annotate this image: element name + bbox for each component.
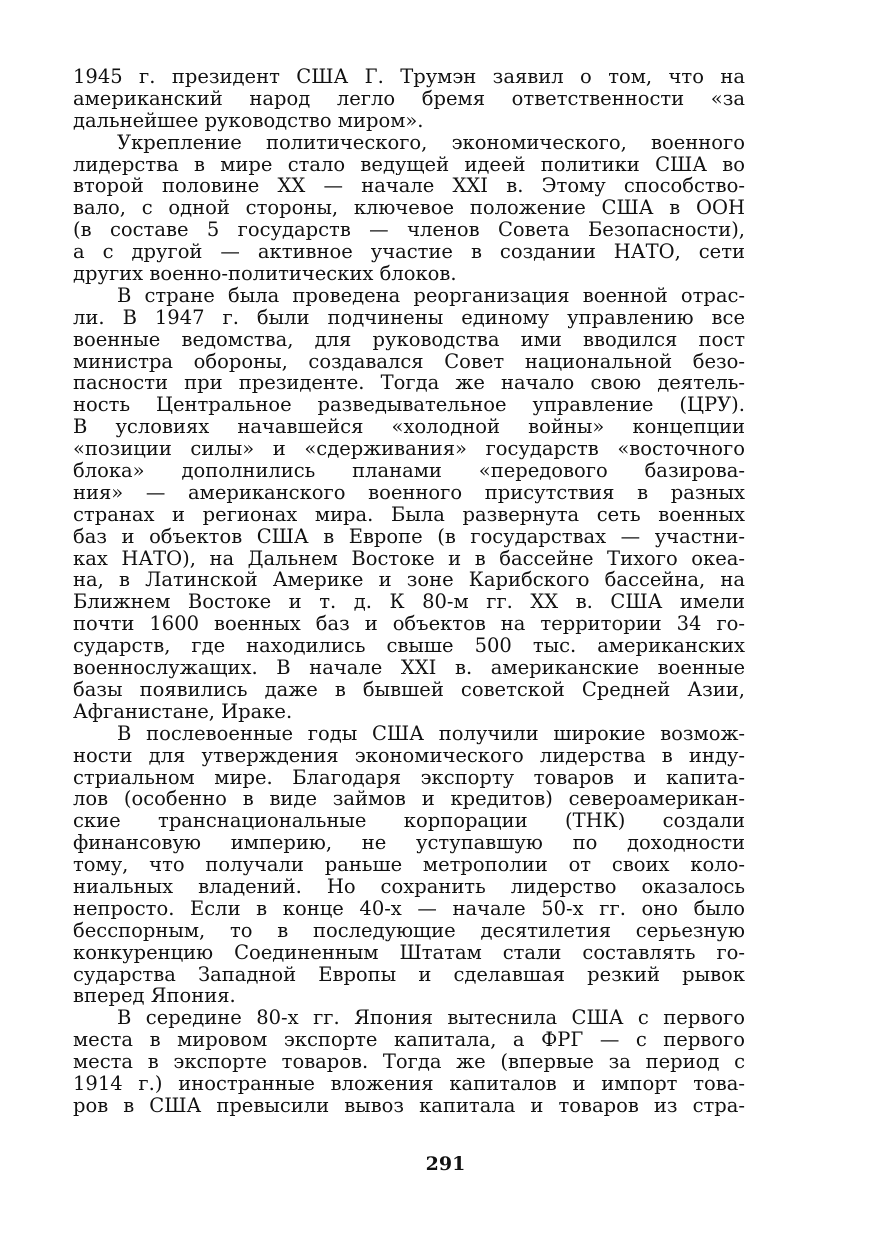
text-line: В стране была проведена реорганизация военной отрас-: [117, 284, 745, 307]
text-line: вперед Япония.: [73, 985, 236, 1008]
paragraph: [73, 723, 745, 1008]
text-line: сударства Западной Европы и сделавшая резкий рывок: [73, 963, 745, 986]
text-line: пасности при президенте. Тогда же начало свою деятель-: [73, 372, 745, 395]
text-line: ские транснациональные корпорации (ТНК) создали: [73, 810, 745, 833]
text-line: почти 1600 военных баз и объектов на территории 34 го-: [73, 613, 745, 636]
text-line: тому, что получали раньше метрополии от своих коло-: [73, 854, 745, 876]
text-line: блока» дополнились планами «передового базирова-: [73, 460, 745, 482]
paragraph: [73, 1007, 745, 1116]
text-line: других военно-политических блоков.: [73, 263, 457, 285]
paragraph: [73, 285, 745, 723]
paragraph: [73, 66, 745, 132]
text-line: дальнейшее руководство миром».: [73, 109, 424, 132]
text-line: военнослужащих. В начале XXI в. американские военные: [73, 657, 745, 679]
text-line: сударств, где находились свыше 500 тыс. американских: [73, 635, 745, 658]
text-line: В середине 80-х гг. Япония вытеснила США с первого: [117, 1007, 745, 1030]
text-line: министра обороны, создавался Совет национальной безо-: [73, 350, 745, 373]
paragraph: [73, 132, 745, 285]
text-line: непросто. Если в конце 40-х — начале 50-х гг. оно было: [73, 897, 745, 920]
text-line: финансовую империю, не уступавшую по доходности: [73, 832, 745, 855]
text-line: В послевоенные годы США получили широкие возмож-: [117, 722, 745, 745]
text-line: стриальном мире. Благодаря экспорту товаров и капита-: [73, 766, 745, 789]
text-line: «позиции силы» и «сдерживания» государств «восточного: [73, 438, 745, 461]
text-line: 1914 г.) иностранные вложения капиталов и импорт това-: [73, 1072, 745, 1095]
text-line: места в экспорте товаров. Тогда же (впервые за период с: [73, 1051, 745, 1073]
text-line: американский народ легло бремя ответственности «за: [73, 87, 745, 110]
text-line: а с другой — активное участие в создании НАТО, сети: [73, 241, 745, 264]
text-line: бесспорным, то в последующие десятилетия серьезную: [73, 919, 745, 942]
text-line: Афганистане, Ираке.: [73, 700, 293, 723]
body-text: [73, 66, 745, 1117]
text-line: лов (особенно в виде займов и кредитов) североамерикан-: [73, 788, 745, 811]
text-line: ности для утверждения экономического лидерства в инду-: [73, 744, 745, 767]
text-line: ность Центральное разведывательное управление (ЦРУ).: [73, 394, 745, 417]
text-line: вало, с одной стороны, ключевое положение США в ООН: [73, 197, 745, 220]
text-line: военные ведомства, для руководства ими вводился пост: [73, 328, 745, 351]
text-line: лидерства в мире стало ведущей идеей политики США во: [73, 153, 745, 176]
text-line: конкуренцию Соединенным Штатам стали составлять го-: [73, 941, 745, 964]
text-line: Укрепление политического, экономического, военного: [117, 131, 745, 154]
text-line: ниальных владений. Но сохранить лидерство оказалось: [73, 875, 745, 898]
text-line: странах и регионах мира. Была развернута сеть военных: [73, 503, 745, 526]
text-line: места в мировом экспорте капитала, а ФРГ — с первого: [73, 1029, 745, 1052]
page-number: 291: [425, 1153, 466, 1175]
text-line: (в составе 5 государств — членов Совета Безопасности),: [73, 219, 745, 242]
text-line: ках НАТО), на Дальнем Востоке и в бассейне Тихого океа-: [73, 547, 745, 570]
text-line: баз и объектов США в Европе (в государствах — участни-: [73, 525, 745, 548]
text-line: ния» — американского военного присутствия в разных: [73, 481, 745, 504]
text-line: ров в США превысили вывоз капитала и товаров из стра-: [73, 1094, 745, 1117]
text-line: В условиях начавшейся «холодной войны» концепции: [73, 416, 745, 439]
text-line: на, в Латинской Америке и зоне Карибского бассейна, на: [73, 569, 745, 592]
text-line: ли. В 1947 г. были подчинены единому управлению все: [73, 306, 745, 329]
text-line: 1945 г. президент США Г. Трумэн заявил о том, что на: [73, 66, 745, 88]
text-line: второй половине XX — начале XXI в. Этому способство-: [73, 175, 745, 198]
text-line: Ближнем Востоке и т. д. К 80-м гг. XX в. США имели: [73, 591, 745, 614]
text-line: базы появились даже в бывшей советской Средней Азии,: [73, 678, 745, 701]
